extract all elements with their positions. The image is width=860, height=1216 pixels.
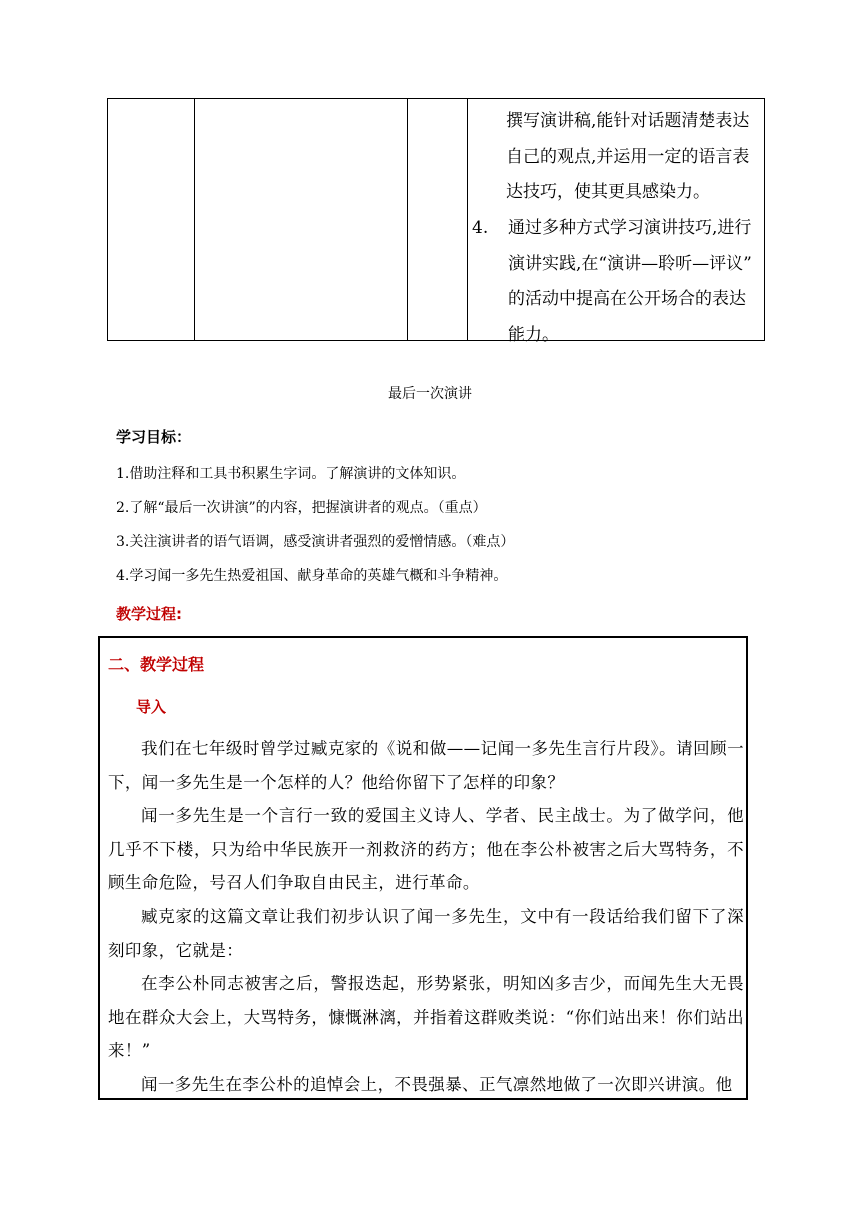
box-subheading: 导入 [136,698,167,716]
goals-heading: 学习目标： [116,428,192,446]
objective-line: 演讲实践,在“演讲—聆听—评议” [508,253,752,274]
objective-line: 撰写演讲稿,能针对话题清楚表达 [506,111,750,131]
paragraph: 闻一多先生是一个言行一致的爱国主义诗人、学者、民主战士。为了做学问，他几乎不下楼，只为给中华民族开一剂救济的药方；他在李公朴被害之后大骂特务，不顾生命危险，号召人们争取自由民主，进行革命。 [108,806,744,892]
objective-line: 自己的观点,并运用一定的语言表 [506,146,750,167]
objective-item-4 [472,211,768,354]
objectives-cell [506,104,758,211]
objective-line: 达技巧，使其更具感染力。 [506,182,710,203]
document-title: 最后一次演讲 [388,386,472,402]
objective-number: 4. [472,218,489,238]
objectives-table [107,98,765,346]
paragraph: 在李公朴同志被害之后，警报迭起，形势紧张，明知凶多吉少，而闻先生大无畏地在群众大会上，大骂特务，慷慨淋漓，并指着这群败类说：“你们站出来！你们站出来！” [108,974,744,1060]
process-heading: 教学过程: [116,605,182,623]
paragraph: 闻一多先生在李公朴的追悼会上，不畏强暴、正气凛然地做了一次即兴讲演。他 [141,1075,733,1094]
goal-item: 4.学习闻一多先生热爱祖国、献身革命的英雄气概和斗争精神。 [116,568,508,584]
objective-line: 能力。 [508,325,559,346]
goal-item: 2.了解“最后一次讲演”的内容，把握演讲者的观点。（重点） [116,500,487,516]
table-column-divider [467,99,468,340]
goal-item: 1.借助注释和工具书积累生字词。了解演讲的文体知识。 [116,466,466,482]
teaching-process-box [98,636,748,1100]
table-column-divider [194,99,195,340]
box-heading: 二、教学过程 [108,655,205,674]
table-column-divider [407,99,408,340]
paragraph: 我们在七年级时曾学过臧克家的《说和做——记闻一多先生言行片段》。请回顾一下，闻一多先生是一个怎样的人？他给你留下了怎样的印象？ [108,739,744,792]
paragraph: 臧克家的这篇文章让我们初步认识了闻一多先生，文中有一段话给我们留下了深刻印象，它就是： [108,907,744,960]
goal-item: 3.关注演讲者的语气语调，感受演讲者强烈的爱憎情感。（难点） [116,534,515,550]
objective-line: 通过多种方式学习演讲技巧,进行 [508,218,752,238]
objective-line: 的活动中提高在公开场合的表达 [508,289,746,310]
